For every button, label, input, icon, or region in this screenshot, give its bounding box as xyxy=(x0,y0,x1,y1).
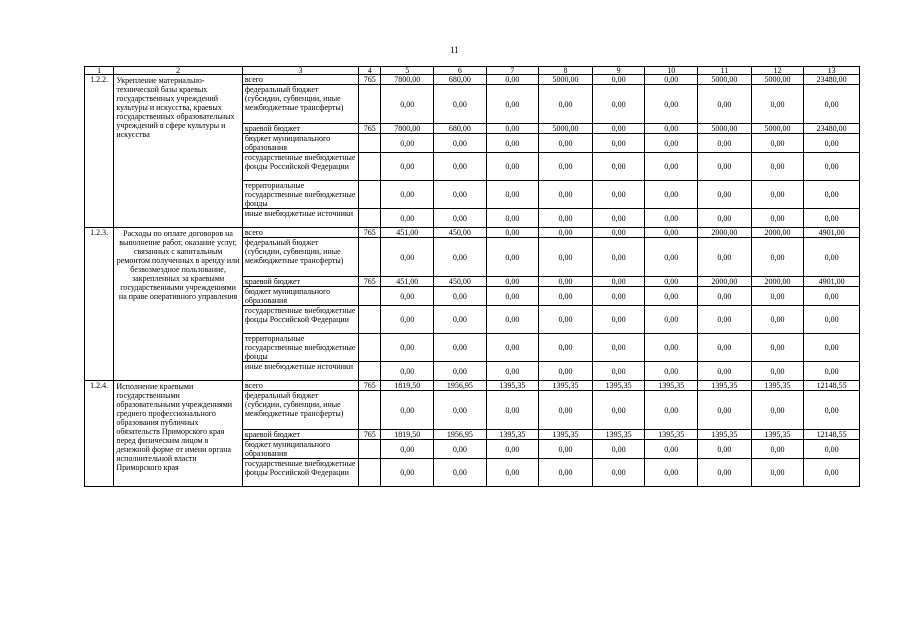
amount-cell: 0,00 xyxy=(486,306,539,334)
amount-cell: 0,00 xyxy=(486,124,539,134)
amount-cell: 0,00 xyxy=(381,459,434,487)
amount-cell: 0,00 xyxy=(751,391,804,430)
amount-cell: 0,00 xyxy=(698,391,752,430)
amount-cell: 0,00 xyxy=(698,334,752,362)
item-name: Укрепление материально-технической базы краевых государственных учреждений культуры и искусства, краевых государственных образовательных учреждений в сфере культуры и искусства xyxy=(114,75,242,228)
amount-cell: 0,00 xyxy=(645,228,698,238)
amount-cell: 0,00 xyxy=(751,85,804,124)
amount-cell: 4901,00 xyxy=(804,228,860,238)
header-cell: 4 xyxy=(359,67,381,75)
amount-cell: 0,00 xyxy=(539,287,593,306)
amount-cell: 0,00 xyxy=(592,459,645,487)
header-cell: 12 xyxy=(751,67,804,75)
budget-table xyxy=(84,66,860,487)
amount-cell: 1395,35 xyxy=(698,381,752,391)
funding-source: всего xyxy=(242,75,358,85)
amount-cell: 0,00 xyxy=(645,209,698,228)
amount-cell: 0,00 xyxy=(804,181,860,209)
amount-cell: 0,00 xyxy=(751,181,804,209)
amount-cell: 0,00 xyxy=(751,209,804,228)
amount-cell: 1395,35 xyxy=(645,381,698,391)
amount-cell: 1395,35 xyxy=(592,381,645,391)
amount-cell: 0,00 xyxy=(592,228,645,238)
amount-cell: 0,00 xyxy=(698,238,752,277)
amount-cell: 1819,50 xyxy=(381,381,434,391)
amount-cell: 0,00 xyxy=(381,362,434,381)
funding-source: иные внебюджетные источники xyxy=(242,209,358,228)
amount-cell: 0,00 xyxy=(751,334,804,362)
amount-cell: 0,00 xyxy=(804,153,860,181)
amount-cell: 23480,00 xyxy=(804,75,860,85)
amount-cell: 1395,35 xyxy=(645,430,698,440)
amount-cell: 0,00 xyxy=(381,238,434,277)
funding-source: федеральный бюджет (субсидии, субвенции, иные межбюджетные трансферты) xyxy=(242,85,358,124)
funding-source: федеральный бюджет (субсидии, субвенции, иные межбюджетные трансферты) xyxy=(242,391,358,430)
amount-cell: 2000,00 xyxy=(698,277,752,287)
item-name: Расходы по оплате договоров на выполнение работ, оказание услуг, связанных с капитальным ремонтом полученных в аренду или безвозмездное пользование, закрепленных за краевыми государственными учреждениями на праве оперативного управления xyxy=(114,228,242,381)
header-cell: 3 xyxy=(242,67,358,75)
item-name: Исполнение краевыми государственными образовательными учреждениями среднего профессионального образования публичных обязательств Приморского края перед физическим лицом в денежной форме от имени органа исполнительной власти Приморского края xyxy=(114,381,242,487)
amount-cell: 0,00 xyxy=(698,440,752,459)
funding-source: бюджет муниципального образования xyxy=(242,440,358,459)
amount-cell: 0,00 xyxy=(645,362,698,381)
amount-cell: 0,00 xyxy=(592,209,645,228)
amount-cell: 0,00 xyxy=(592,440,645,459)
amount-cell: 2000,00 xyxy=(751,228,804,238)
amount-cell: 0,00 xyxy=(539,238,593,277)
header-cell: 2 xyxy=(114,67,242,75)
amount-cell: 0,00 xyxy=(381,85,434,124)
amount-cell: 0,00 xyxy=(381,440,434,459)
amount-cell: 0,00 xyxy=(645,306,698,334)
amount-cell: 0,00 xyxy=(751,362,804,381)
table-row xyxy=(85,381,860,391)
amount-cell: 0,00 xyxy=(645,75,698,85)
amount-cell: 450,00 xyxy=(434,277,487,287)
amount-cell: 0,00 xyxy=(539,459,593,487)
amount-cell: 0,00 xyxy=(539,277,593,287)
amount-cell: 0,00 xyxy=(592,85,645,124)
amount-cell: 0,00 xyxy=(486,85,539,124)
amount-cell: 0,00 xyxy=(751,153,804,181)
amount-cell: 0,00 xyxy=(486,134,539,153)
table-row xyxy=(85,228,860,238)
amount-cell: 0,00 xyxy=(434,440,487,459)
amount-cell: 2000,00 xyxy=(751,277,804,287)
amount-cell: 0,00 xyxy=(804,306,860,334)
amount-cell: 0,00 xyxy=(434,306,487,334)
amount-cell: 5000,00 xyxy=(539,124,593,134)
amount-cell: 0,00 xyxy=(698,134,752,153)
grbs-code: 765 xyxy=(359,277,381,287)
funding-source: бюджет муниципального образования xyxy=(242,134,358,153)
amount-cell: 0,00 xyxy=(434,209,487,228)
funding-source: краевой бюджет xyxy=(242,430,358,440)
amount-cell: 0,00 xyxy=(539,209,593,228)
grbs-code: 765 xyxy=(359,430,381,440)
amount-cell: 0,00 xyxy=(645,124,698,134)
amount-cell: 1395,35 xyxy=(698,430,752,440)
funding-source: всего xyxy=(242,228,358,238)
amount-cell: 0,00 xyxy=(486,287,539,306)
amount-cell: 0,00 xyxy=(486,391,539,430)
amount-cell: 0,00 xyxy=(592,238,645,277)
amount-cell: 0,00 xyxy=(592,181,645,209)
amount-cell: 0,00 xyxy=(645,334,698,362)
amount-cell: 0,00 xyxy=(434,134,487,153)
amount-cell: 0,00 xyxy=(698,153,752,181)
amount-cell: 0,00 xyxy=(539,306,593,334)
amount-cell: 1395,35 xyxy=(751,430,804,440)
grbs-code: 765 xyxy=(359,124,381,134)
amount-cell: 0,00 xyxy=(486,277,539,287)
amount-cell: 5000,00 xyxy=(751,124,804,134)
amount-cell: 680,00 xyxy=(434,75,487,85)
amount-cell: 0,00 xyxy=(698,181,752,209)
amount-cell: 0,00 xyxy=(698,287,752,306)
amount-cell: 0,00 xyxy=(381,209,434,228)
amount-cell: 451,00 xyxy=(381,277,434,287)
funding-source: федеральный бюджет (субсидии, субвенции, иные межбюджетные трансферты) xyxy=(242,238,358,277)
amount-cell: 0,00 xyxy=(645,391,698,430)
amount-cell: 0,00 xyxy=(539,153,593,181)
amount-cell: 0,00 xyxy=(539,440,593,459)
amount-cell: 5000,00 xyxy=(539,75,593,85)
amount-cell: 450,00 xyxy=(434,228,487,238)
amount-cell: 0,00 xyxy=(486,228,539,238)
funding-source: территориальные государственные внебюджетные фонды xyxy=(242,181,358,209)
amount-cell: 0,00 xyxy=(381,287,434,306)
item-code: 1.2.3. xyxy=(85,228,114,381)
amount-cell: 451,00 xyxy=(381,228,434,238)
funding-source: государственные внебюджетные фонды Российской Федерации xyxy=(242,306,358,334)
amount-cell: 0,00 xyxy=(592,153,645,181)
amount-cell: 0,00 xyxy=(592,134,645,153)
grbs-code: 765 xyxy=(359,75,381,85)
grbs-code xyxy=(359,85,381,124)
amount-cell: 23480,00 xyxy=(804,124,860,134)
amount-cell: 12148,55 xyxy=(804,430,860,440)
grbs-code xyxy=(359,238,381,277)
amount-cell: 5000,00 xyxy=(751,75,804,85)
amount-cell: 0,00 xyxy=(486,362,539,381)
amount-cell: 0,00 xyxy=(486,181,539,209)
grbs-code xyxy=(359,153,381,181)
amount-cell: 0,00 xyxy=(486,440,539,459)
amount-cell: 1395,35 xyxy=(751,381,804,391)
amount-cell: 0,00 xyxy=(645,238,698,277)
grbs-code xyxy=(359,391,381,430)
amount-cell: 0,00 xyxy=(486,459,539,487)
amount-cell: 0,00 xyxy=(434,153,487,181)
amount-cell: 0,00 xyxy=(751,134,804,153)
amount-cell: 0,00 xyxy=(645,85,698,124)
amount-cell: 0,00 xyxy=(804,238,860,277)
amount-cell: 0,00 xyxy=(592,306,645,334)
amount-cell: 0,00 xyxy=(434,287,487,306)
amount-cell: 7800,00 xyxy=(381,75,434,85)
amount-cell: 0,00 xyxy=(434,85,487,124)
amount-cell: 0,00 xyxy=(592,334,645,362)
grbs-code: 765 xyxy=(359,381,381,391)
funding-source: краевой бюджет xyxy=(242,124,358,134)
header-cell: 8 xyxy=(539,67,593,75)
amount-cell: 1395,35 xyxy=(486,430,539,440)
amount-cell: 0,00 xyxy=(381,391,434,430)
grbs-code xyxy=(359,209,381,228)
amount-cell: 0,00 xyxy=(539,228,593,238)
amount-cell: 0,00 xyxy=(804,134,860,153)
amount-cell: 0,00 xyxy=(804,334,860,362)
amount-cell: 1395,35 xyxy=(539,381,593,391)
grbs-code xyxy=(359,181,381,209)
amount-cell: 0,00 xyxy=(645,153,698,181)
amount-cell: 0,00 xyxy=(645,181,698,209)
amount-cell: 0,00 xyxy=(804,85,860,124)
amount-cell: 1956,95 xyxy=(434,381,487,391)
amount-cell: 0,00 xyxy=(804,362,860,381)
amount-cell: 0,00 xyxy=(804,459,860,487)
amount-cell: 1956,95 xyxy=(434,430,487,440)
grbs-code xyxy=(359,306,381,334)
header-cell: 13 xyxy=(804,67,860,75)
amount-cell: 0,00 xyxy=(804,440,860,459)
header-cell: 5 xyxy=(381,67,434,75)
amount-cell: 680,00 xyxy=(434,124,487,134)
amount-cell: 0,00 xyxy=(539,362,593,381)
grbs-code xyxy=(359,440,381,459)
header-cell: 1 xyxy=(85,67,114,75)
amount-cell: 1819,50 xyxy=(381,430,434,440)
amount-cell: 4901,00 xyxy=(804,277,860,287)
amount-cell: 0,00 xyxy=(751,306,804,334)
amount-cell: 5000,00 xyxy=(698,75,752,85)
amount-cell: 1395,35 xyxy=(592,430,645,440)
amount-cell: 0,00 xyxy=(381,181,434,209)
amount-cell: 0,00 xyxy=(592,391,645,430)
amount-cell: 0,00 xyxy=(434,334,487,362)
header-cell: 7 xyxy=(486,67,539,75)
amount-cell: 12148,55 xyxy=(804,381,860,391)
item-code: 1.2.2. xyxy=(85,75,114,228)
amount-cell: 0,00 xyxy=(434,391,487,430)
funding-source: иные внебюджетные источники xyxy=(242,362,358,381)
amount-cell: 0,00 xyxy=(381,334,434,362)
amount-cell: 0,00 xyxy=(592,124,645,134)
amount-cell: 0,00 xyxy=(645,277,698,287)
page-number: 11 xyxy=(450,45,459,55)
grbs-code xyxy=(359,287,381,306)
amount-cell: 0,00 xyxy=(434,362,487,381)
amount-cell: 2000,00 xyxy=(698,228,752,238)
item-code: 1.2.4. xyxy=(85,381,114,487)
amount-cell: 0,00 xyxy=(539,181,593,209)
header-cell: 9 xyxy=(592,67,645,75)
amount-cell: 0,00 xyxy=(434,181,487,209)
header-cell: 11 xyxy=(698,67,752,75)
amount-cell: 0,00 xyxy=(645,134,698,153)
funding-source: краевой бюджет xyxy=(242,277,358,287)
funding-source: государственные внебюджетные фонды Российской Федерации xyxy=(242,153,358,181)
amount-cell: 0,00 xyxy=(751,459,804,487)
header-cell: 10 xyxy=(645,67,698,75)
amount-cell: 0,00 xyxy=(645,459,698,487)
amount-cell: 0,00 xyxy=(539,85,593,124)
amount-cell: 0,00 xyxy=(486,334,539,362)
amount-cell: 0,00 xyxy=(539,391,593,430)
funding-source: территориальные государственные внебюджетные фонды xyxy=(242,334,358,362)
amount-cell: 0,00 xyxy=(592,75,645,85)
amount-cell: 0,00 xyxy=(592,277,645,287)
amount-cell: 0,00 xyxy=(434,459,487,487)
funding-source: всего xyxy=(242,381,358,391)
amount-cell: 0,00 xyxy=(698,362,752,381)
grbs-code xyxy=(359,134,381,153)
amount-cell: 0,00 xyxy=(592,362,645,381)
amount-cell: 0,00 xyxy=(698,306,752,334)
amount-cell: 0,00 xyxy=(751,287,804,306)
grbs-code xyxy=(359,459,381,487)
amount-cell: 0,00 xyxy=(698,85,752,124)
amount-cell: 0,00 xyxy=(645,287,698,306)
funding-source: государственные внебюджетные фонды Российской Федерации xyxy=(242,459,358,487)
amount-cell: 1395,35 xyxy=(486,381,539,391)
amount-cell: 0,00 xyxy=(751,238,804,277)
amount-cell: 0,00 xyxy=(751,440,804,459)
amount-cell: 0,00 xyxy=(434,238,487,277)
amount-cell: 0,00 xyxy=(645,440,698,459)
amount-cell: 0,00 xyxy=(486,153,539,181)
amount-cell: 0,00 xyxy=(381,306,434,334)
amount-cell: 0,00 xyxy=(486,75,539,85)
amount-cell: 0,00 xyxy=(539,134,593,153)
header-cell: 6 xyxy=(434,67,487,75)
amount-cell: 0,00 xyxy=(539,334,593,362)
amount-cell: 0,00 xyxy=(804,287,860,306)
amount-cell: 0,00 xyxy=(592,287,645,306)
amount-cell: 0,00 xyxy=(698,459,752,487)
table-row xyxy=(85,75,860,85)
grbs-code xyxy=(359,334,381,362)
amount-cell: 5000,00 xyxy=(698,124,752,134)
grbs-code: 765 xyxy=(359,228,381,238)
funding-source: бюджет муниципального образования xyxy=(242,287,358,306)
amount-cell: 0,00 xyxy=(486,209,539,228)
amount-cell: 0,00 xyxy=(804,391,860,430)
header-row xyxy=(85,67,860,75)
amount-cell: 1395,35 xyxy=(539,430,593,440)
amount-cell: 0,00 xyxy=(381,153,434,181)
amount-cell: 0,00 xyxy=(698,209,752,228)
amount-cell: 0,00 xyxy=(381,134,434,153)
amount-cell: 7800,00 xyxy=(381,124,434,134)
amount-cell: 0,00 xyxy=(486,238,539,277)
grbs-code xyxy=(359,362,381,381)
amount-cell: 0,00 xyxy=(804,209,860,228)
